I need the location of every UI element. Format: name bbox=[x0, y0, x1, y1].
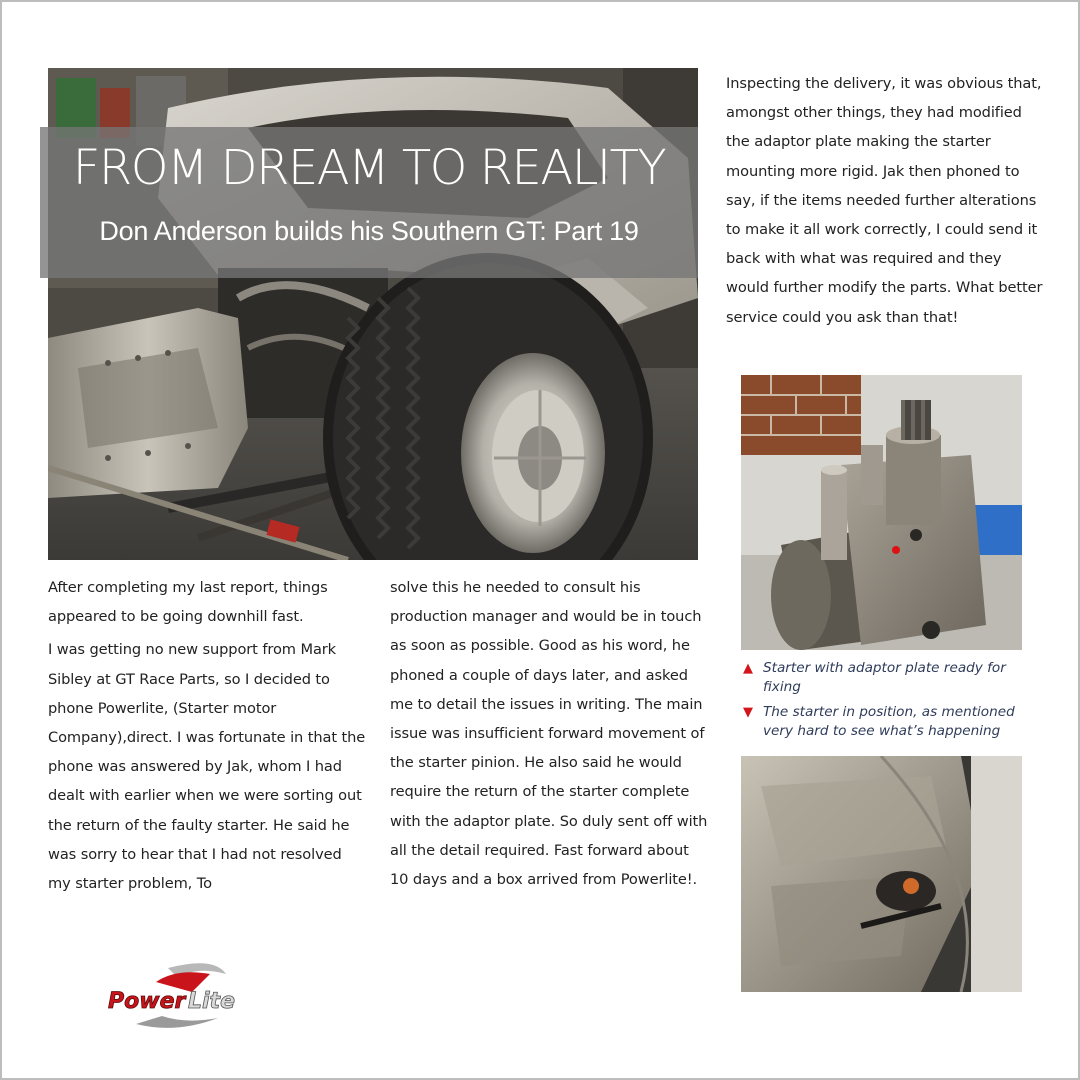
powerlite-logo bbox=[106, 962, 272, 1034]
starter-installed-photo bbox=[741, 756, 1022, 992]
caption-starter-adaptor bbox=[743, 659, 1033, 697]
svg-text:Lite: Lite bbox=[188, 989, 235, 1014]
caption-starter-position bbox=[743, 703, 1033, 741]
paragraph: solve this he needed to consult his production manager and would be in touch as soon as possible. Good as his word, he phoned a couple of days later, and asked me to detail the issues in writing. The main issue was insufficient forward movement of the starter pinion. He also said he would require the return of the starter complete with the adaptor plate. So duly sent off with all the detail required. Fast forward about 10 days and a box arrived from Powerlite!. bbox=[390, 579, 708, 889]
article-subtitle: Don Anderson builds his Southern GT: Part 19 bbox=[99, 216, 639, 246]
text-column-3 bbox=[726, 69, 1046, 332]
triangle-down-icon: ▼ bbox=[743, 705, 753, 720]
paragraph: I was getting no new support from Mark Sibley at GT Race Parts, so I decided to phone Powerlite, (Starter motor Company),direct. I was fortunate in that the phone was answered by Jak, whom I had dealt with earlier when we were sorting out the return of the faulty starter. He said he was sorry to hear that I had not resolved my starter problem, To bbox=[48, 641, 366, 893]
paragraph: Inspecting the delivery, it was obvious that, amongst other things, they had modified the adaptor plate making the starter mounting more rigid. Jak then phoned to say, if the items needed further alterations to make it all work correctly, I could send it back with what was required and they would further modify the parts. What better service could you ask than that! bbox=[726, 75, 1043, 326]
paragraph: After completing my last report, things appeared to be going downhill fast. bbox=[48, 579, 328, 626]
starter-adaptor-illustration bbox=[741, 375, 1022, 650]
svg-text:Power: Power bbox=[108, 989, 186, 1014]
caption-text: Starter with adaptor plate ready for fixing bbox=[763, 660, 1006, 695]
starter-adaptor-photo bbox=[741, 375, 1022, 650]
text-column-1 bbox=[48, 573, 368, 898]
article-title: FROM DREAM TO REALITY bbox=[72, 140, 666, 196]
caption-text: The starter in position, as mentioned very hard to see what’s happening bbox=[763, 704, 1015, 739]
powerlite-logo-graphic bbox=[106, 962, 272, 1034]
triangle-up-icon: ▲ bbox=[743, 661, 753, 676]
text-column-2 bbox=[390, 573, 710, 894]
starter-installed-illustration bbox=[741, 756, 1022, 992]
